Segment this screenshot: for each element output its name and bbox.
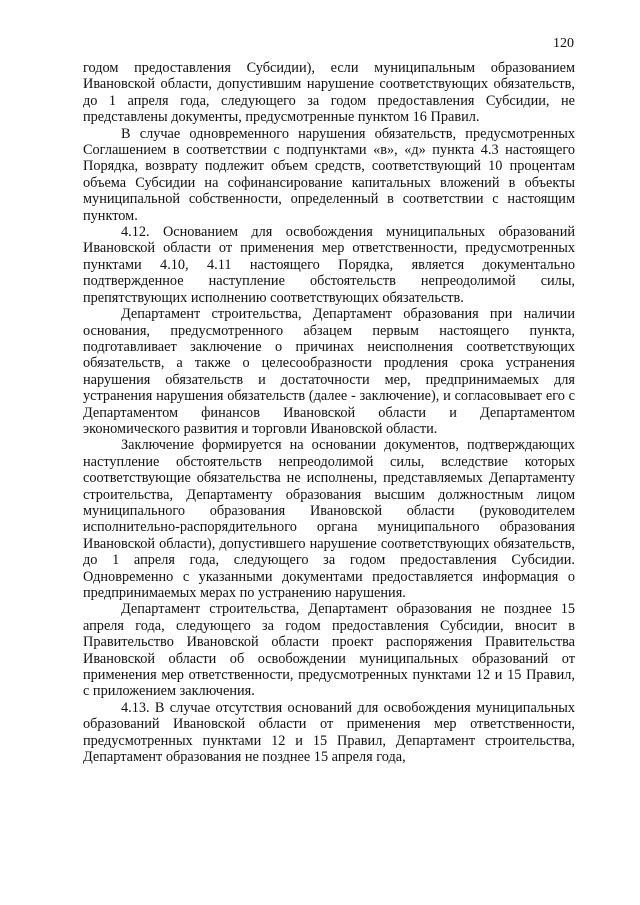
paragraph-conclusion-formation: Заключение формируется на основании документов, подтверждающих наступление обстоятельств непреодолимой силы, вследствие которых соответствующие обязательства не исполнены, представляемых Департаменту строительства, Департаменту образования высшим должностным лицом муниципального образования Ивановской области (руководителем исполнительно-распорядительного органа муниципального образования Ивановской области), допустившего нарушение соответствующих обязательств, до 1 апреля года, следующего за годом предоставления Субсидии. Одновременно с указанными документами предоставляется информация о предпринимаемых мерах по устранению нарушения. bbox=[83, 437, 575, 601]
paragraph-simultaneous-violation: В случае одновременного нарушения обязательств, предусмотренных Соглашением в соответствии с подпунктами «в», «д» пункта 4.3 настоящего Порядка, возврату подлежит объем средств, соответствующий 10 процентам объема Субсидии на софинансирование капитальных вложений в объекты муниципальной собственности, определенный в соответствии с настоящим пунктом. bbox=[83, 125, 575, 224]
paragraph-conclusion-preparation: Департамент строительства, Департамент образования при наличии основания, предусмотренного абзацем первым настоящего пункта, подготавливает заключение о причинах неисполнения соответствующих обязательств, а также о целесообразности продления срока устранения нарушения обязательств и достаточности мер, предпринимаемых для устранения нарушения обязательств (далее - заключение), и согласовывает его с Департаментом финансов Ивановской области и Департаментом экономического развития и торговли Ивановской области. bbox=[83, 306, 575, 437]
page-number: 120 bbox=[553, 36, 574, 51]
paragraph-draft-order: Департамент строительства, Департамент образования не позднее 15 апреля года, следующего за годом предоставления Субсидии, вносит в Правительство Ивановской области проект распоряжения Правительства Ивановской области об освобождении муниципальных образований от применения мер ответственности, предусмотренных пунктами 12 и 15 Правил, с приложением заключения. bbox=[83, 601, 575, 700]
paragraph-4-12: 4.12. Основанием для освобождения муниципальных образований Ивановской области от применения мер ответственности, предусмотренных пунктами 4.10, 4.11 настоящего Порядка, является документально подтвержденное наступление обстоятельств непреодолимой силы, препятствующих исполнению соответствующих обязательств. bbox=[83, 224, 575, 306]
document-body bbox=[83, 60, 575, 765]
paragraph-continuation: годом предоставления Субсидии), если муниципальным образованием Ивановской области, допустившим нарушение соответствующих обязательств, до 1 апреля года, следующего за годом предоставления Субсидии, не представлены документы, предусмотренные пунктом 16 Правил. bbox=[83, 60, 575, 126]
paragraph-4-13: 4.13. В случае отсутствия оснований для освобождения муниципальных образований Ивановской области от применения мер ответственности, предусмотренных пунктами 12 и 15 Правил, Департамент строительства, Департамент образования не позднее 15 апреля года, bbox=[83, 699, 575, 766]
